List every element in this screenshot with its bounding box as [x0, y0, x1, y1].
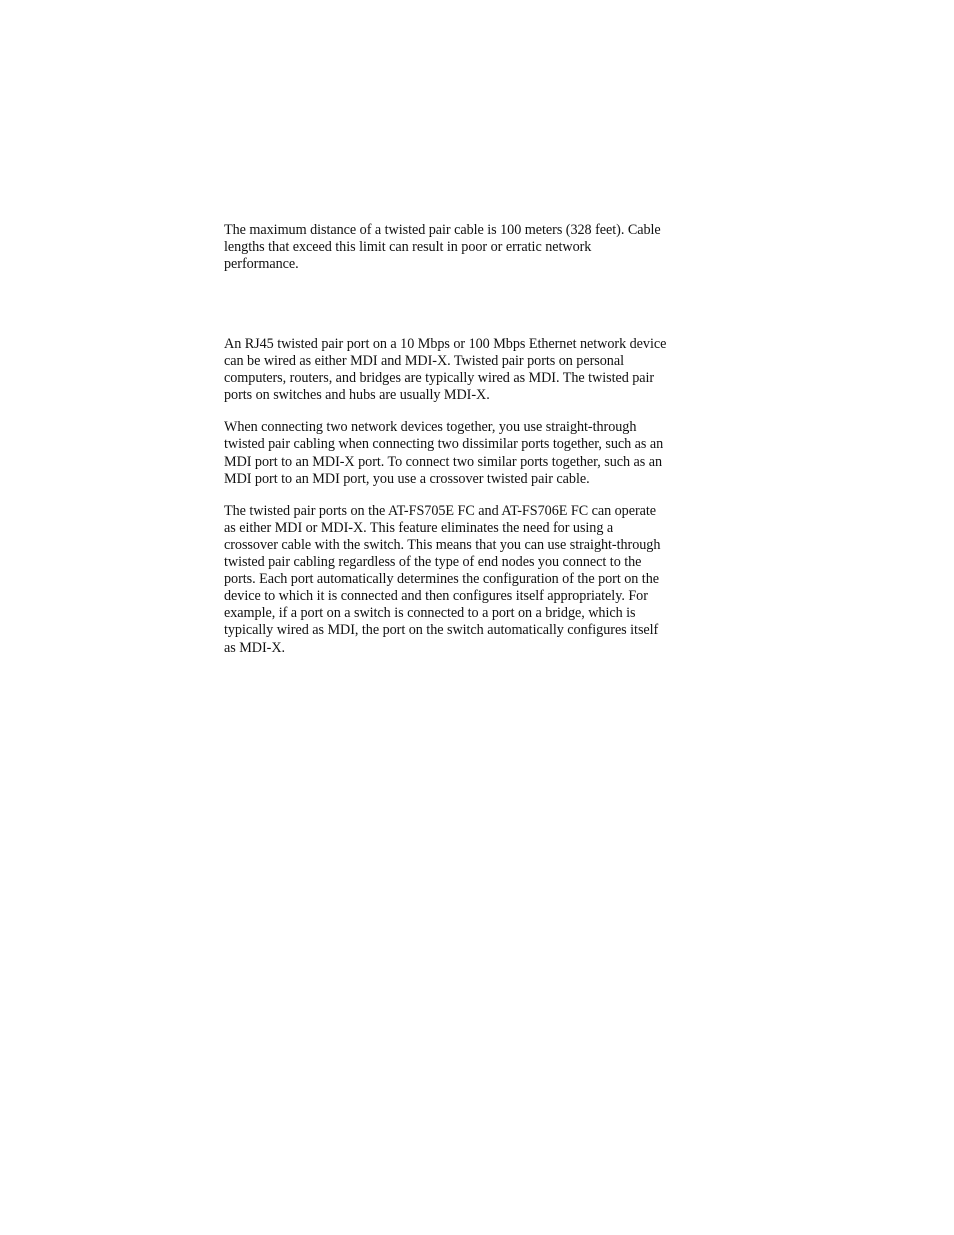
text-line: ports. Each port automatically determines the configuration of the port on the: [224, 571, 659, 588]
text-line: The maximum distance of a twisted pair cable is 100 meters (328 feet). Cable: [224, 222, 661, 238]
text-line: ports on switches and hubs are usually MDI-X.: [224, 387, 490, 404]
text-line: as either MDI or MDI-X. This feature eliminates the need for using a: [224, 519, 614, 536]
mdi-intro-paragraph: [224, 336, 732, 404]
cabling-paragraph: [224, 419, 732, 487]
max-distance-section: [224, 222, 732, 288]
text-line: as MDI-X.: [224, 639, 286, 656]
text-line: twisted pair cabling regardless of the type of end nodes you connect to the: [224, 554, 642, 571]
text-line: MDI port to an MDI port, you use a crossover twisted pair cable.: [224, 470, 590, 487]
text-line: The twisted pair ports on the AT-FS705E FC and AT-FS706E FC can operate: [224, 502, 657, 519]
text-line: MDI port to an MDI-X port. To connect two similar ports together, such as an: [224, 453, 663, 470]
text-line: lengths that exceed this limit can result in poor or erratic network: [224, 239, 592, 256]
text-line: twisted pair cabling when connecting two dissimilar ports together, such as an: [224, 436, 664, 453]
text-line: crossover cable with the switch. This means that you can use straight-through: [224, 536, 661, 553]
text-line: When connecting two network devices together, you use straight-through: [224, 419, 637, 436]
mdi-section: [224, 336, 732, 672]
text-line: An RJ45 twisted pair port on a 10 Mbps or 100 Mbps Ethernet network device: [224, 336, 667, 352]
max-distance-paragraph: [224, 222, 732, 273]
text-line: performance.: [224, 256, 299, 273]
text-line: typically wired as MDI, the port on the switch automatically configures itself: [224, 622, 659, 639]
auto-mdi-paragraph: [224, 503, 732, 657]
text-line: example, if a port on a switch is connected to a port on a bridge, which is: [224, 605, 636, 622]
text-line: device to which it is connected and then configures itself appropriately. For: [224, 588, 648, 605]
text-line: computers, routers, and bridges are typically wired as MDI. The twisted pair: [224, 370, 655, 387]
text-line: can be wired as either MDI and MDI-X. Twisted pair ports on personal: [224, 353, 624, 370]
